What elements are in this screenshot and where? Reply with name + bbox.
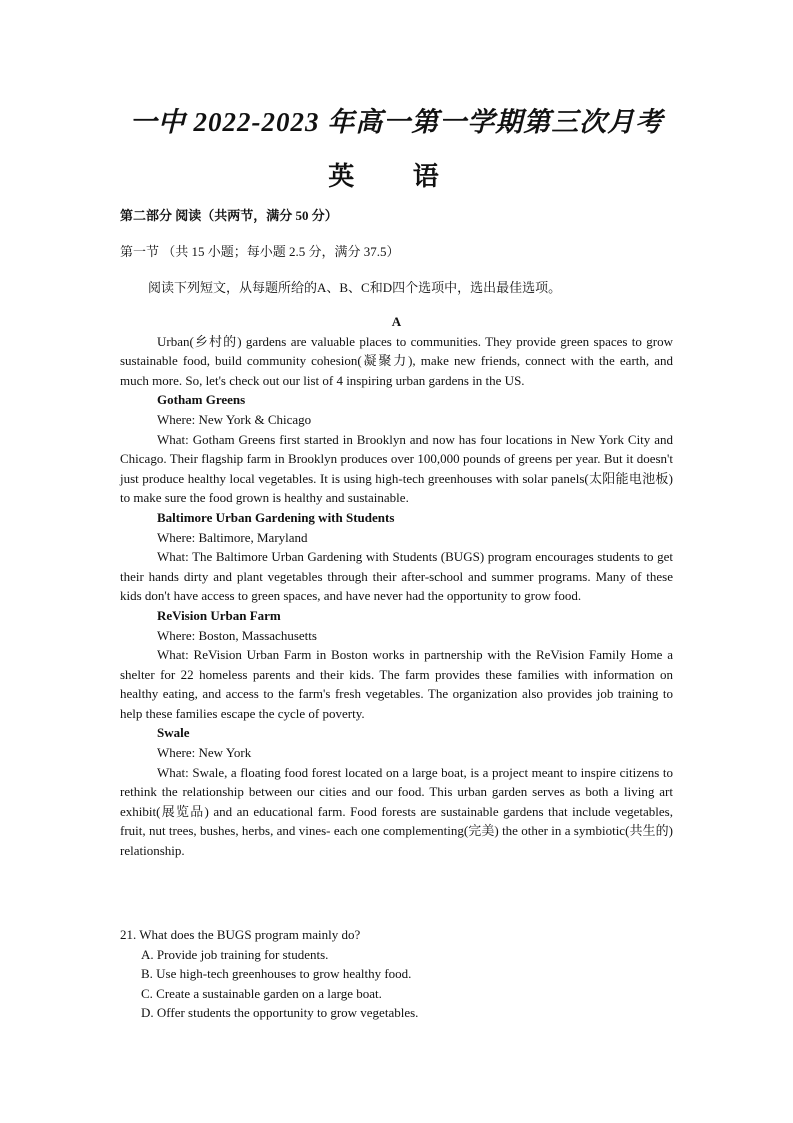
question-stem: 21. What does the BUGS program mainly do? xyxy=(120,927,361,942)
garden-where: Where: Baltimore, Maryland xyxy=(157,529,308,545)
exam-title: 一中 2022-2023 年高一第一学期第三次月考 xyxy=(129,107,664,137)
passage-a xyxy=(120,312,673,861)
section-one-text: 第一节 （共 15 小题；每小题 2.5 分，满分 37.5） xyxy=(120,244,400,259)
garden-what: What: Gotham Greens first started in Brooklyn and now has four locations in New York City and Chicago. Their flagship farm in Brooklyn produces over 100,000 pounds of greens per year. But it doesn't just produce healthy local vegetables. It is using high-tech greenhouses with solar panels(太阳能电池板) to make sure the food grown is healthy and sustainable. xyxy=(120,431,673,506)
garden-what: What: ReVision Urban Farm in Boston works in partnership with the ReVision Family Home a shelter for 22 homeless parents and their kids. The farm provides these families with information on healthy eating, and access to the farm's fresh vegetables. The organization also provides job training to help these families escape the cycle of poverty. xyxy=(120,647,673,721)
garden-where: Where: Boston, Massachusetts xyxy=(157,627,317,643)
garden-name: Gotham Greens xyxy=(157,392,246,408)
question-21 xyxy=(120,925,673,1023)
option-c: C. Create a sustainable garden on a large boat. xyxy=(141,985,382,1001)
passage-label: A xyxy=(391,314,402,329)
section-part-heading: 第二部分 阅读（共两节，满分 50 分） xyxy=(120,208,338,223)
subject-title: 英 语 xyxy=(328,162,465,191)
section-one-heading xyxy=(120,242,400,262)
option-b: B. Use high-tech greenhouses to grow healthy food. xyxy=(141,966,412,982)
option-a: A. Provide job training for students. xyxy=(141,946,329,962)
garden-where: Where: New York xyxy=(157,745,252,761)
garden-name: ReVision Urban Farm xyxy=(157,607,281,623)
garden-name: Swale xyxy=(157,725,190,741)
reading-instruction: 阅读下列短文，从每题所给的A、B、C和D四个选项中，选出最佳选项。 xyxy=(148,280,562,295)
garden-what: What: The Baltimore Urban Gardening with Students (BUGS) program encourages students to get their hands dirty and plant vegetables through their after-school and summer programs. Many of these kids don't have access to green spaces, and have never had the opportunity to grow food. xyxy=(120,549,673,604)
passage-intro: Urban(乡村的) gardens are valuable places to communities. They provide green spaces to grow sustainable food, build community cohesion(凝聚力), make new friends, connect with the earth, and much more. So, let's check out our list of 4 inspiring urban gardens in the US. xyxy=(120,333,673,388)
garden-what: What: Swale, a floating food forest located on a large boat, is a project meant to inspire citizens to rethink the relationship between our cities and our food. This urban garden serves as both a living art exhibit(展览品) and an educational farm. Food forests are sustainable gardens that include vegetables, fruit, nut trees, bushes, herbs, and vines- each one complementing(完美) the other in a symbiotic(共生的) relationship. xyxy=(120,764,673,859)
garden-name: Baltimore Urban Gardening with Students xyxy=(157,509,395,525)
garden-where: Where: New York & Chicago xyxy=(157,411,312,427)
option-d: D. Offer students the opportunity to grow vegetables. xyxy=(141,1005,419,1021)
